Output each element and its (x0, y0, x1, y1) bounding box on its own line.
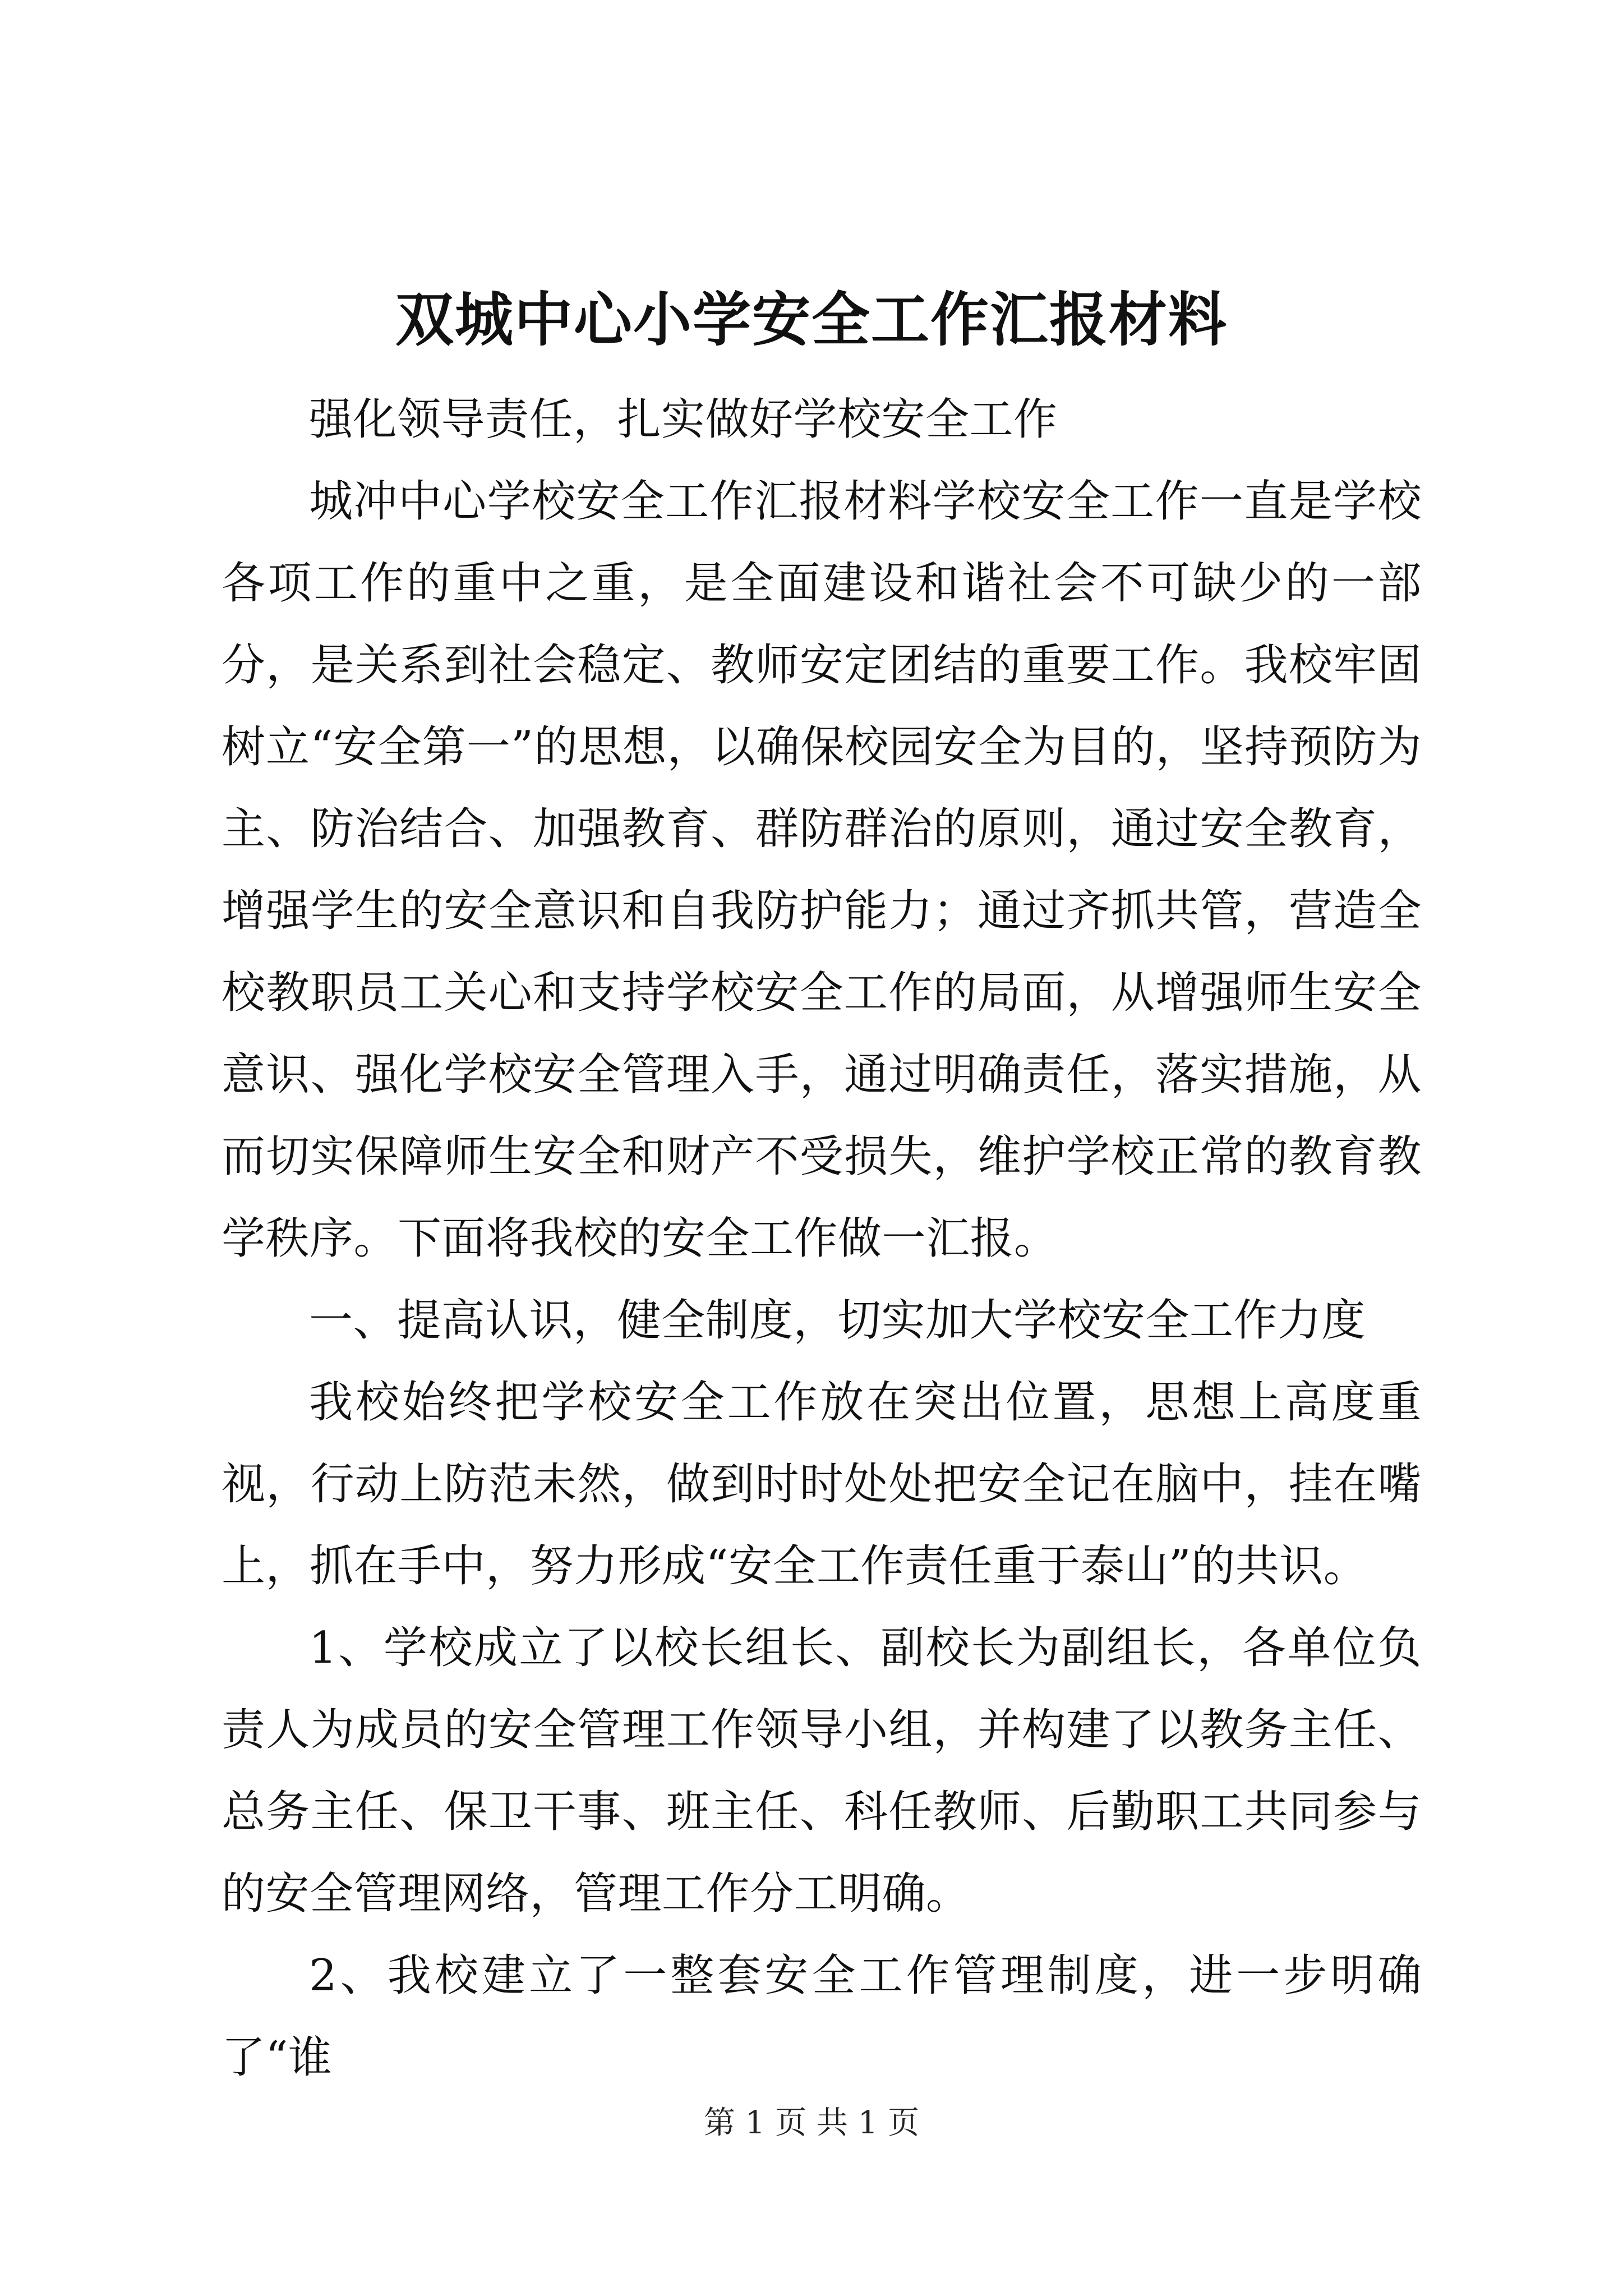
paragraph-intro: 城冲中心学校安全工作汇报材料学校安全工作一直是学校各项工作的重中之重，是全面建设和谐社会不可缺少的一部分，是关系到社会稳定、教师安定团结的重要工作。我校牢固树立“安全第一”的思想，以确保校园安全为目的，坚持预防为主、防治结合、加强教育、群防群治的原则，通过安全教育，增强学生的安全意识和自我防护能力；通过齐抓共管，营造全校教职员工关心和支持学校安全工作的局面，从增强师生安全意识、强化学校安全管理入手，通过明确责任，落实措施，从而切实保障师生安全和财产不受损失，维护学校正常的教育教学秩序。下面将我校的安全工作做一汇报。 (222, 476, 1422, 1264)
paragraph-section-body: 我校始终把学校安全工作放在突出位置，思想上高度重视，行动上防范未然，做到时时处处把安全记在脑中，挂在嘴上，抓在手中，努力形成“安全工作责任重于泰山”的共识。 (222, 1377, 1422, 1591)
paragraph-item-1: 1、学校成立了以校长组长、副校长为副组长，各单位负责人为成员的安全管理工作领导小组，并构建了以教务主任、总务主任、保卫干事、班主任、科任教师、后勤职工共同参与的安全管理网络，管理工作分工明确。 (222, 1623, 1422, 1919)
page-footer: 第 1 页 共 1 页 (703, 2105, 920, 2141)
paragraph-subtitle: 强化领导责任，扎实做好学校安全工作 (309, 394, 1058, 445)
paragraph-item-2: 2、我校建立了一整套安全工作管理制度，进一步明确了“谁 (222, 1950, 1422, 2083)
document-title: 双城中心小学安全工作汇报材料 (395, 285, 1228, 354)
paragraph-section-heading: 一、提高认识，健全制度，切实加大学校安全工作力度 (309, 1295, 1366, 1346)
document-body (222, 379, 1422, 2099)
